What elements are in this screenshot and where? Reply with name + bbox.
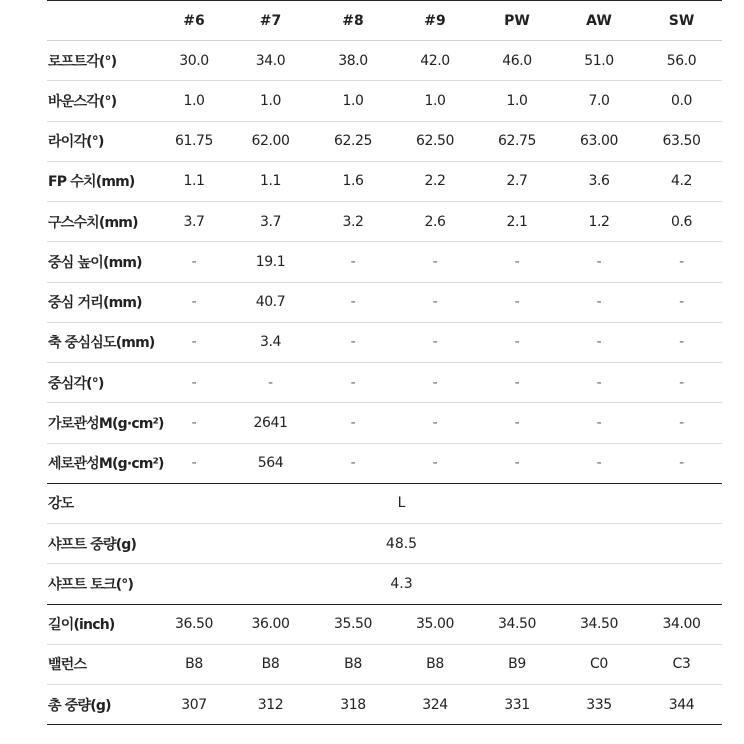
table-cell: 2.1 <box>506 213 528 230</box>
table-cell: 62.50 <box>415 133 455 150</box>
table-cell: - <box>191 334 197 351</box>
table-cell: - <box>514 414 520 431</box>
table-cell: - <box>679 455 684 472</box>
table-cell: 324 <box>422 696 448 713</box>
row-label: 중심각(°) <box>48 375 104 392</box>
col-header: #7 <box>259 12 282 29</box>
table-cell: 34.00 <box>662 616 701 633</box>
row-label: 가로관성M(g·cm²) <box>48 415 164 432</box>
table-cell: - <box>596 414 602 431</box>
table-cell: 7.0 <box>588 92 610 109</box>
row-label: 로프트각(°) <box>48 53 117 70</box>
table-cell: 3.2 <box>342 213 364 230</box>
table-row <box>47 122 722 162</box>
table-cell: B8 <box>261 656 280 673</box>
table-cell: 35.00 <box>415 616 455 633</box>
table-row <box>47 283 722 323</box>
table-cell: - <box>350 253 356 270</box>
col-header: PW <box>504 12 530 29</box>
table-cell: 312 <box>257 696 284 713</box>
table-cell: 3.6 <box>588 173 610 190</box>
table-cell: 2.7 <box>506 173 528 190</box>
table-row <box>47 685 722 725</box>
table-cell: 1.2 <box>588 213 610 230</box>
table-cell: 38.0 <box>338 52 368 69</box>
table-cell: - <box>596 253 602 270</box>
table-cell: 1.0 <box>424 92 446 109</box>
col-header: #6 <box>183 12 205 29</box>
table-row <box>47 242 722 282</box>
table-cell: - <box>191 374 197 391</box>
table-cell: B9 <box>508 656 526 673</box>
row-label: 바운스각(°) <box>48 93 117 110</box>
col-header: AW <box>586 12 612 29</box>
table-cell: 564 <box>257 455 284 472</box>
table-cell: 46.0 <box>502 52 532 69</box>
table-cell: - <box>679 253 684 270</box>
table-cell: 35.50 <box>333 616 373 633</box>
table-cell: 30.0 <box>179 52 209 69</box>
table-cell: 3.4 <box>259 334 282 351</box>
table-row <box>47 403 722 443</box>
table-cell: - <box>191 294 197 311</box>
table-row <box>47 564 722 604</box>
table-cell: 56.0 <box>666 52 697 69</box>
row-label: 길이(inch) <box>48 617 115 634</box>
table-cell: 51.0 <box>584 52 614 69</box>
table-cell: 34.50 <box>579 616 619 633</box>
table-cell: B8 <box>426 656 444 673</box>
shaft-rows <box>47 484 722 605</box>
table-cell: 19.1 <box>255 253 286 270</box>
table-cell: - <box>432 455 438 472</box>
table-cell: - <box>514 334 520 351</box>
table-cell: - <box>514 253 520 270</box>
table-cell: - <box>679 294 684 311</box>
row-label: 라이각(°) <box>48 134 104 151</box>
table-cell: - <box>679 414 684 431</box>
row-label: 총 중량(g) <box>48 697 111 714</box>
row-label: 중심 높이(mm) <box>48 254 142 271</box>
table-cell: - <box>596 334 602 351</box>
row-label: 축 중심심도(mm) <box>48 335 155 352</box>
table-cell: 2.2 <box>424 173 446 190</box>
table-row <box>47 323 722 363</box>
table-cell: 1.0 <box>342 92 364 109</box>
table-cell: 1.1 <box>259 173 282 190</box>
table-cell: 34.0 <box>255 52 286 69</box>
table-cell: 3.7 <box>259 213 282 230</box>
table-cell: 61.75 <box>174 133 214 150</box>
table-cell: - <box>514 374 520 391</box>
col-header: SW <box>668 12 695 29</box>
spec-table <box>47 0 722 725</box>
table-cell: 3.7 <box>183 213 205 230</box>
row-label: 구스수치(mm) <box>48 214 138 231</box>
table-cell: 2.6 <box>424 213 446 230</box>
col-header: #9 <box>424 12 446 29</box>
table-cell: 2641 <box>253 414 288 431</box>
table-row <box>47 202 722 242</box>
table-row <box>47 81 722 121</box>
table-cell: - <box>191 414 197 431</box>
table-cell: B8 <box>344 656 362 673</box>
table-row <box>47 645 722 685</box>
table-cell: 1.1 <box>183 173 205 190</box>
table-cell: 34.50 <box>497 616 537 633</box>
table-header <box>47 0 722 41</box>
table-row <box>47 605 722 645</box>
table-cell: 331 <box>504 696 530 713</box>
table-cell: 63.50 <box>662 133 701 150</box>
table-cell: 344 <box>668 696 695 713</box>
table-cell: - <box>596 374 602 391</box>
table-cell: - <box>191 253 197 270</box>
table-cell: - <box>350 334 356 351</box>
table-row <box>47 444 722 484</box>
table-cell: 62.25 <box>333 133 373 150</box>
table-cell: 36.50 <box>174 616 214 633</box>
row-label: 세로관성M(g·cm²) <box>48 456 164 473</box>
table-cell: - <box>432 374 438 391</box>
row-label: 밸런스 <box>48 657 87 674</box>
table-cell: - <box>432 414 438 431</box>
table-cell: 0.0 <box>670 92 693 109</box>
table-cell: B8 <box>185 656 203 673</box>
table-cell: - <box>514 294 520 311</box>
table-cell: 62.75 <box>497 133 537 150</box>
table-cell: 1.0 <box>259 92 282 109</box>
table-cell: - <box>432 294 438 311</box>
table-row <box>47 524 722 564</box>
spec-rows <box>47 41 722 484</box>
table-cell: - <box>514 455 520 472</box>
table-cell: 1.0 <box>506 92 528 109</box>
table-cell: - <box>596 294 602 311</box>
table-cell: - <box>596 455 602 472</box>
table-cell: 40.7 <box>255 294 286 311</box>
row-label: 강도 <box>48 496 74 513</box>
table-cell: - <box>432 253 438 270</box>
table-cell: 36.00 <box>251 616 290 633</box>
merged-cell: L <box>397 495 406 512</box>
table-cell: 62.00 <box>251 133 290 150</box>
table-cell: 4.2 <box>670 173 693 190</box>
table-cell: C0 <box>590 656 608 673</box>
table-cell: - <box>350 455 356 472</box>
table-cell: 0.6 <box>670 213 693 230</box>
table-cell: - <box>268 374 273 391</box>
row-label: FP 수치(mm) <box>48 174 135 191</box>
table-cell: - <box>350 414 356 431</box>
merged-cell: 4.3 <box>390 575 413 592</box>
table-cell: 335 <box>586 696 612 713</box>
table-cell: 307 <box>181 696 207 713</box>
table-row <box>47 41 722 81</box>
table-row <box>47 162 722 202</box>
table-cell: C3 <box>672 656 691 673</box>
table-row <box>47 363 722 403</box>
row-label: 샤프트 중량(g) <box>48 536 137 553</box>
table-cell: 63.00 <box>579 133 619 150</box>
table-cell: 1.6 <box>342 173 364 190</box>
row-label: 샤프트 토크(°) <box>48 576 134 593</box>
table-cell: 318 <box>340 696 366 713</box>
table-row <box>47 484 722 524</box>
table-cell: - <box>432 334 438 351</box>
table-cell: - <box>350 294 356 311</box>
table-cell: 42.0 <box>420 52 450 69</box>
col-header: #8 <box>342 12 364 29</box>
table-cell: 1.0 <box>183 92 205 109</box>
table-cell: - <box>191 455 197 472</box>
table-cell: - <box>679 374 684 391</box>
row-label: 중심 거리(mm) <box>48 295 142 312</box>
table-cell: - <box>679 334 684 351</box>
spec-rows-tail <box>47 605 722 726</box>
merged-cell: 48.5 <box>385 535 418 552</box>
table-cell: - <box>350 374 356 391</box>
